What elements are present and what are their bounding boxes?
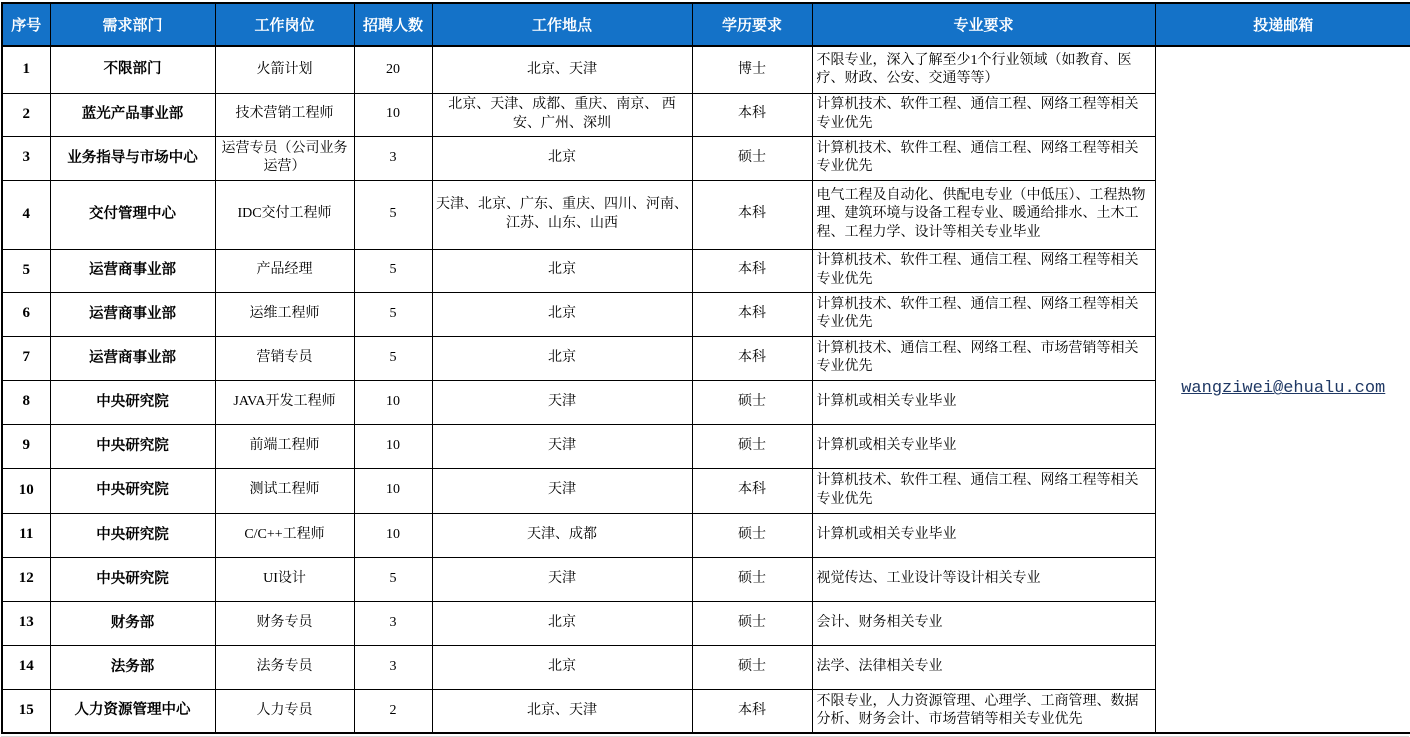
header-cell-education: 学历要求: [692, 3, 812, 46]
cell-count: 5: [354, 249, 432, 292]
cell-location: 北京: [432, 136, 692, 180]
cell-count: 10: [354, 424, 432, 468]
cell-no: 15: [2, 689, 50, 733]
cell-no: 9: [2, 424, 50, 468]
cell-major: 会计、财务相关专业: [812, 601, 1155, 645]
cell-education: 本科: [692, 180, 812, 249]
cell-major: 计算机技术、软件工程、通信工程、网络工程等相关专业优先: [812, 249, 1155, 292]
job-table-body: [2, 46, 1410, 733]
header-row: [2, 3, 1410, 46]
cell-count: 20: [354, 46, 432, 93]
cell-education: 硕士: [692, 424, 812, 468]
job-table: [1, 2, 1410, 734]
cell-no: 11: [2, 513, 50, 557]
cell-count: 3: [354, 136, 432, 180]
header-cell-count: 招聘人数: [354, 3, 432, 46]
cell-location: 北京、天津、成都、重庆、南京、 西安、广州、深圳: [432, 93, 692, 136]
cell-dept: 运营商事业部: [50, 292, 215, 336]
cell-count: 3: [354, 601, 432, 645]
cell-no: 2: [2, 93, 50, 136]
header-cell-email: 投递邮箱: [1155, 3, 1410, 46]
header-cell-major: 专业要求: [812, 3, 1155, 46]
cell-major: 计算机技术、通信工程、网络工程、市场营销等相关专业优先: [812, 336, 1155, 380]
cell-count: 5: [354, 180, 432, 249]
cell-count: 10: [354, 513, 432, 557]
cell-education: 博士: [692, 46, 812, 93]
cell-no: 7: [2, 336, 50, 380]
cell-position: C/C++工程师: [215, 513, 354, 557]
cell-dept: 中央研究院: [50, 468, 215, 513]
cell-major: 不限专业，深入了解至少1个行业领域（如教育、医疗、财政、公安、交通等等）: [812, 46, 1155, 93]
cell-position: 运营专员（公司业务运营）: [215, 136, 354, 180]
cell-position: 营销专员: [215, 336, 354, 380]
cell-location: 北京: [432, 336, 692, 380]
cell-location: 北京: [432, 292, 692, 336]
header-cell-position: 工作岗位: [215, 3, 354, 46]
header-cell-no: 序号: [2, 3, 50, 46]
cell-dept: 运营商事业部: [50, 249, 215, 292]
cell-location: 天津、北京、广东、重庆、四川、河南、江苏、山东、山西: [432, 180, 692, 249]
cell-position: 运维工程师: [215, 292, 354, 336]
cell-major: 计算机或相关专业毕业: [812, 424, 1155, 468]
cell-dept: 不限部门: [50, 46, 215, 93]
table-header: [2, 3, 1410, 46]
cell-position: 前端工程师: [215, 424, 354, 468]
header-cell-location: 工作地点: [432, 3, 692, 46]
cell-dept: 财务部: [50, 601, 215, 645]
cell-dept: 中央研究院: [50, 513, 215, 557]
cell-location: 天津、成都: [432, 513, 692, 557]
cell-count: 10: [354, 468, 432, 513]
cell-education: 硕士: [692, 380, 812, 424]
email-link[interactable]: wangziwei@ehualu.com: [1181, 379, 1386, 399]
cell-location: 天津: [432, 468, 692, 513]
cell-position: UI设计: [215, 557, 354, 601]
cell-education: 硕士: [692, 557, 812, 601]
cell-location: 北京: [432, 601, 692, 645]
cell-location: 北京: [432, 249, 692, 292]
cell-education: 本科: [692, 249, 812, 292]
cell-dept: 人力资源管理中心: [50, 689, 215, 733]
cell-position: JAVA开发工程师: [215, 380, 354, 424]
cell-position: 测试工程师: [215, 468, 354, 513]
cell-education: 本科: [692, 336, 812, 380]
header-cell-dept: 需求部门: [50, 3, 215, 46]
cell-location: 天津: [432, 380, 692, 424]
cell-count: 2: [354, 689, 432, 733]
cell-major: 计算机技术、软件工程、通信工程、网络工程等相关专业优先: [812, 93, 1155, 136]
cell-no: 13: [2, 601, 50, 645]
cell-location: 天津: [432, 557, 692, 601]
cell-count: 10: [354, 380, 432, 424]
cell-education: 本科: [692, 93, 812, 136]
cell-major: 计算机技术、软件工程、通信工程、网络工程等相关专业优先: [812, 136, 1155, 180]
cell-dept: 法务部: [50, 645, 215, 689]
cell-no: 1: [2, 46, 50, 93]
cell-dept: 中央研究院: [50, 557, 215, 601]
cell-location: 北京、天津: [432, 689, 692, 733]
cell-count: 10: [354, 93, 432, 136]
cell-position: 人力专员: [215, 689, 354, 733]
cell-no: 5: [2, 249, 50, 292]
cell-location: 天津: [432, 424, 692, 468]
cell-no: 14: [2, 645, 50, 689]
cell-no: 12: [2, 557, 50, 601]
cell-position: 法务专员: [215, 645, 354, 689]
cell-no: 8: [2, 380, 50, 424]
cell-education: 硕士: [692, 513, 812, 557]
cell-no: 3: [2, 136, 50, 180]
cell-major: 计算机技术、软件工程、通信工程、网络工程等相关专业优先: [812, 468, 1155, 513]
cell-no: 4: [2, 180, 50, 249]
cell-education: 硕士: [692, 601, 812, 645]
cell-location: 北京: [432, 645, 692, 689]
cell-major: 不限专业，人力资源管理、心理学、工商管理、数据分析、财务会计、市场营销等相关专业优先: [812, 689, 1155, 733]
cell-education: 本科: [692, 689, 812, 733]
cell-position: IDC交付工程师: [215, 180, 354, 249]
cell-count: 5: [354, 336, 432, 380]
cell-count: 3: [354, 645, 432, 689]
cell-dept: 运营商事业部: [50, 336, 215, 380]
cell-count: 5: [354, 557, 432, 601]
cell-dept: 蓝光产品事业部: [50, 93, 215, 136]
cell-position: 产品经理: [215, 249, 354, 292]
cell-location: 北京、天津: [432, 46, 692, 93]
cell-position: 财务专员: [215, 601, 354, 645]
cell-dept: 业务指导与市场中心: [50, 136, 215, 180]
cell-education: 本科: [692, 292, 812, 336]
cell-education: 硕士: [692, 136, 812, 180]
cell-no: 10: [2, 468, 50, 513]
cell-major: 电气工程及自动化、供配电专业（中低压）、工程热物理、建筑环境与设备工程专业、暖通给排水、土木工程、工程力学、设计等相关专业毕业: [812, 180, 1155, 249]
cell-count: 5: [354, 292, 432, 336]
recruitment-sheet: [1, 2, 1410, 737]
table-row: [2, 46, 1410, 93]
cell-dept: 中央研究院: [50, 380, 215, 424]
cell-major: 法学、法律相关专业: [812, 645, 1155, 689]
cell-position: 火箭计划: [215, 46, 354, 93]
cell-education: 硕士: [692, 645, 812, 689]
cell-major: 视觉传达、工业设计等设计相关专业: [812, 557, 1155, 601]
cell-dept: 中央研究院: [50, 424, 215, 468]
cell-major: 计算机或相关专业毕业: [812, 380, 1155, 424]
cell-major: 计算机或相关专业毕业: [812, 513, 1155, 557]
cell-education: 本科: [692, 468, 812, 513]
cell-position: 技术营销工程师: [215, 93, 354, 136]
cell-major: 计算机技术、软件工程、通信工程、网络工程等相关专业优先: [812, 292, 1155, 336]
cell-no: 6: [2, 292, 50, 336]
email-cell: [1155, 46, 1410, 733]
cell-dept: 交付管理中心: [50, 180, 215, 249]
